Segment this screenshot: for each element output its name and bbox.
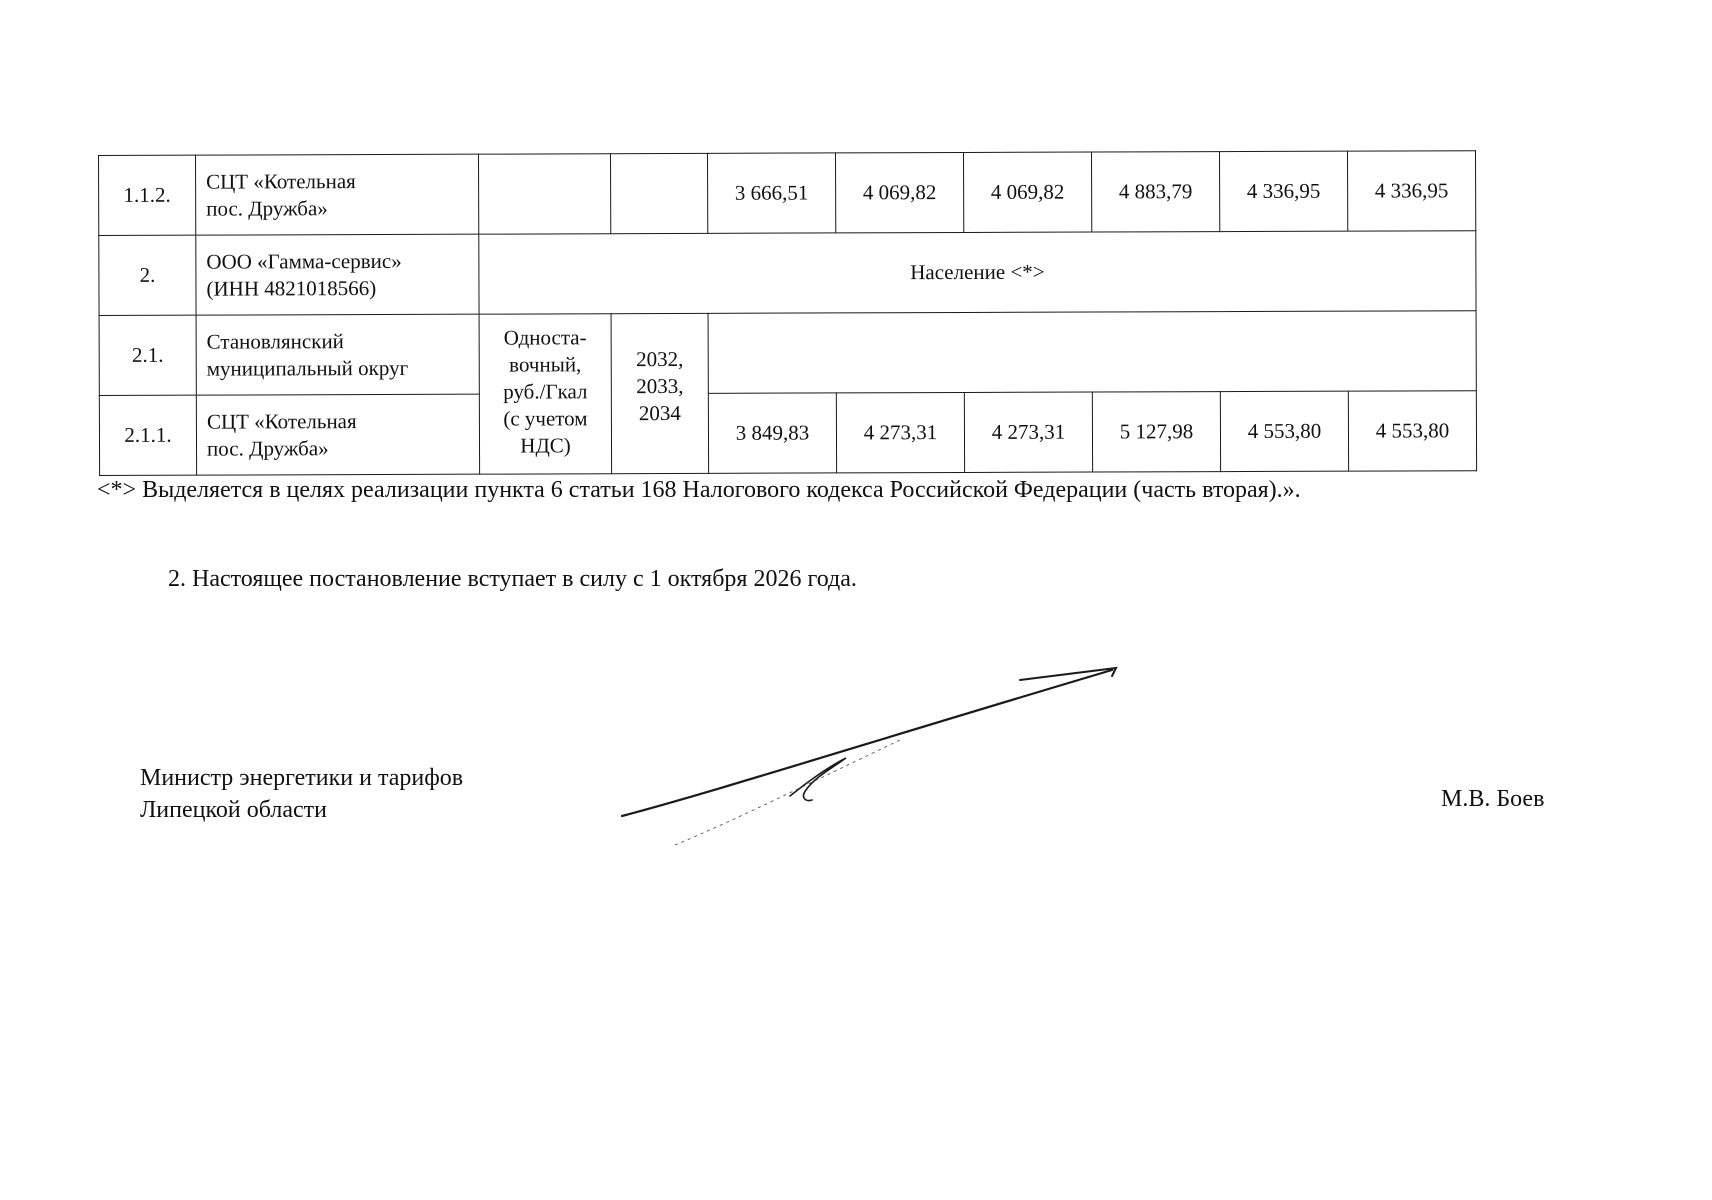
- tariff-type-cell: [478, 154, 610, 234]
- group-label: Население <*>: [479, 231, 1476, 314]
- signer-title-line: Липецкой области: [140, 797, 327, 823]
- table-row: [99, 311, 1476, 396]
- row-name: СЦТ «Котельная пос. Дружба»: [196, 154, 479, 235]
- tariff-value: 4 336,95: [1219, 151, 1347, 231]
- signature-scribble: [600, 650, 1120, 850]
- signer-name: М.В. Боев: [1441, 786, 1545, 812]
- row-number: 2.: [99, 235, 196, 315]
- clause-2: 2. Настоящее постановление вступает в силу с 1 октября 2026 года.: [168, 566, 857, 592]
- tariff-value: 3 849,83: [708, 393, 836, 473]
- table-row: [99, 391, 1476, 476]
- tariff-table: [98, 150, 1477, 476]
- row-number: 2.1.1.: [99, 395, 196, 475]
- period-cell: 2032, 2033, 2034: [611, 313, 709, 473]
- table-row: [99, 231, 1476, 316]
- row-number: 1.1.2.: [99, 155, 196, 235]
- empty-values-cell: [708, 311, 1476, 394]
- tariff-value: 4 553,80: [1220, 391, 1348, 471]
- tariff-value: 3 666,51: [707, 153, 835, 233]
- tariff-type-cell: Односта- вочный, руб./Гкал (с учетом НДС): [479, 314, 612, 474]
- tariff-value: 5 127,98: [1092, 392, 1220, 472]
- tariff-value: 4 273,31: [964, 392, 1092, 472]
- row-name: ООО «Гамма-сервис» (ИНН 4821018566): [196, 234, 479, 315]
- tariff-value: 4 336,95: [1347, 151, 1475, 231]
- table-row: [99, 151, 1476, 236]
- row-name: СЦТ «Котельная пос. Дружба»: [196, 394, 479, 475]
- signer-title-line: Министр энергетики и тарифов: [140, 765, 464, 791]
- footnote: <*> Выделяется в целях реализации пункта 6 статьи 168 Налогового кодекса Российской Федерации (часть вторая).».: [97, 477, 1301, 503]
- row-number: 2.1.: [99, 315, 196, 395]
- tariff-value: 4 273,31: [836, 392, 964, 472]
- row-name: Становлянский муниципальный округ: [196, 314, 479, 395]
- tariff-value: 4 069,82: [963, 152, 1091, 232]
- tariff-value: 4 553,80: [1348, 391, 1476, 471]
- tariff-value: 4 069,82: [835, 152, 963, 232]
- tariff-value: 4 883,79: [1091, 152, 1219, 232]
- signer-title: [140, 762, 463, 826]
- period-cell: [610, 153, 707, 233]
